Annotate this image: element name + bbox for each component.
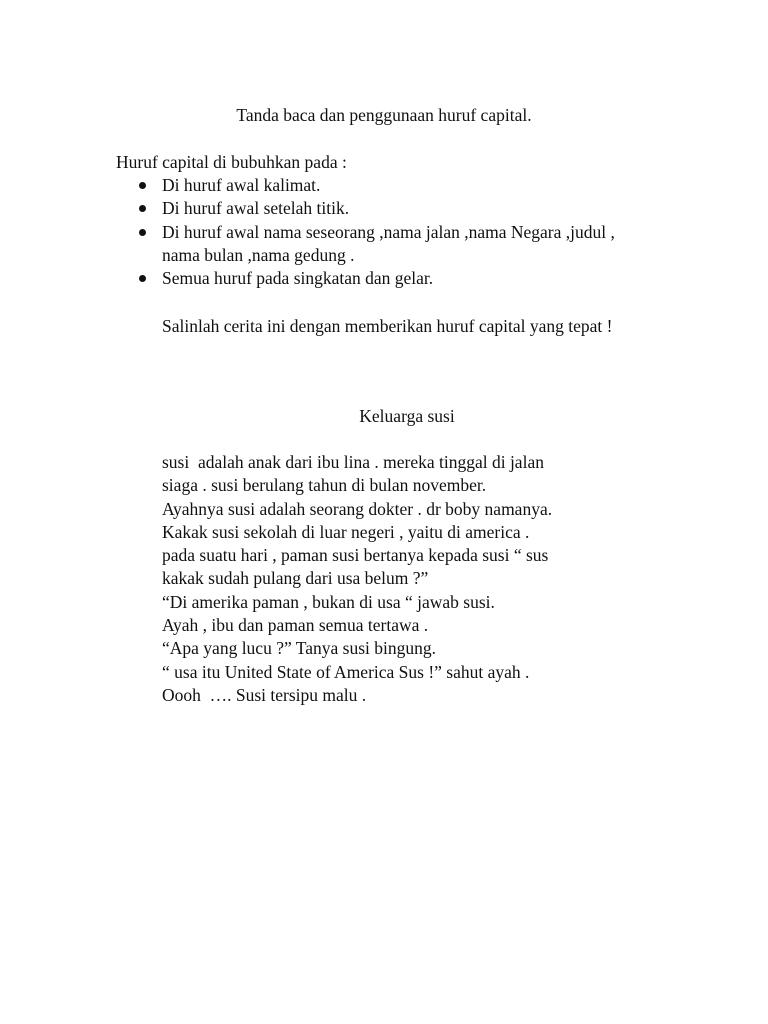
rule-item: Semua huruf pada singkatan dan gelar. — [116, 267, 636, 290]
rule-item: Di huruf awal nama seseorang ,nama jalan ,nama Negara ,judul , nama bulan ,nama gedung . — [116, 221, 636, 268]
story-line: susi adalah anak dari ibu lina . mereka tinggal di jalan — [162, 452, 544, 472]
document-title: Tanda baca dan penggunaan huruf capital. — [236, 105, 532, 125]
story-line: kakak sudah pulang dari usa belum ?” — [162, 568, 429, 589]
story-line: siaga . susi berulang tahun di bulan november. — [162, 475, 487, 496]
story-line: Ayahnya susi adalah seorang dokter . dr boby namanya. — [162, 498, 553, 519]
intro-text: Huruf capital di bubuhkan pada : — [116, 152, 347, 172]
rule-item: Di huruf awal setelah titik. — [116, 197, 636, 220]
story-line: “Apa yang lucu ?” Tanya susi bingung. — [162, 638, 437, 659]
instruction-text: Salinlah cerita ini dengan memberikan huruf capital yang tepat ! — [162, 316, 613, 336]
story-line: Oooh …. Susi tersipu malu . — [162, 684, 367, 705]
story-title: Keluarga susi — [359, 406, 455, 426]
story-line: pada suatu hari , paman susi bertanya kepada susi “ sus — [162, 545, 549, 566]
rule-item: Di huruf awal kalimat. — [116, 174, 636, 197]
story-text — [162, 451, 682, 707]
capitalization-rules-list — [116, 174, 636, 290]
story-line: “Di amerika paman , bukan di usa “ jawab susi. — [162, 591, 495, 612]
story-line: Kakak susi sekolah di luar negeri , yaitu di america . — [162, 521, 530, 542]
story-line: Ayah , ibu dan paman semua tertawa . — [162, 615, 429, 636]
story-line: “ usa itu United State of America Sus !” sahut ayah . — [162, 661, 530, 682]
